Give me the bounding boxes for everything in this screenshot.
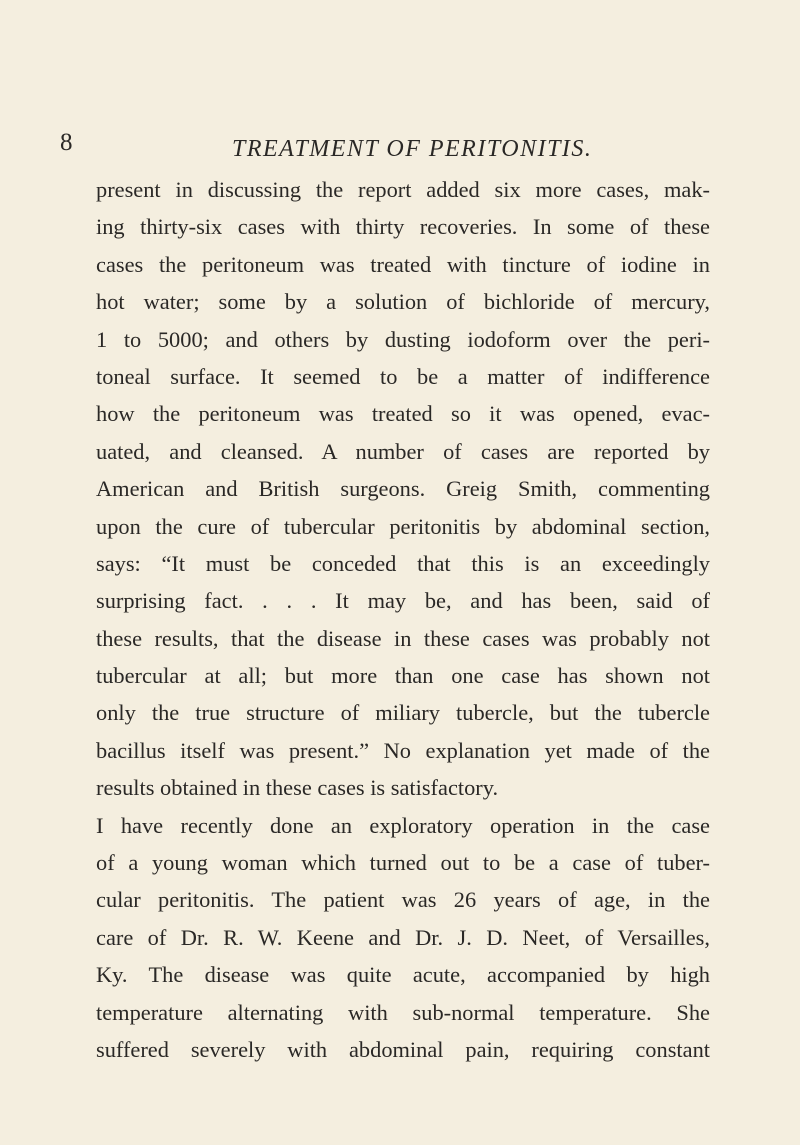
text-line: present in discussing the report added six more cases, mak-: [96, 177, 710, 202]
text-line: care of Dr. R. W. Keene and Dr. J. D. Neet, of Versailles,: [96, 924, 710, 950]
text-line: only the true structure of miliary tubercle, but the tubercle: [96, 700, 710, 726]
text-line: American and British surgeons. Greig Smith, commenting: [96, 476, 710, 502]
running-title: TREATMENT OF PERITONITIS.: [232, 136, 593, 162]
text-line: toneal surface. It seemed to be a matter of indifference: [96, 363, 710, 389]
text-line: results obtained in these cases is satisfactory.: [96, 775, 499, 801]
page-number: 8: [60, 129, 73, 156]
text-line: temperature alternating with sub-normal temperature. She: [96, 999, 710, 1025]
text-line: surprising fact. . . . It may be, and has been, said of: [96, 588, 710, 614]
text-line: how the peritoneum was treated so it was opened, evac-: [96, 401, 710, 427]
body-text: [96, 171, 710, 1068]
text-line: 1 to 5000; and others by dusting iodoform over the peri-: [96, 326, 710, 352]
text-line: bacillus itself was present.” No explanation yet made of the: [96, 737, 710, 763]
text-line: cases the peritoneum was treated with tincture of iodine in: [96, 251, 710, 277]
text-line: uated, and cleansed. A number of cases are reported by: [96, 438, 710, 464]
text-line: hot water; some by a solution of bichloride of mercury,: [96, 289, 710, 315]
text-line: says: “It must be conceded that this is an exceedingly: [96, 550, 710, 576]
text-line: I have recently done an exploratory operation in the case: [96, 812, 710, 838]
text-line: these results, that the disease in these cases was probably not: [96, 625, 710, 651]
text-line: ing thirty-six cases with thirty recoveries. In some of these: [96, 214, 710, 240]
text-line: upon the cure of tubercular peritonitis by abdominal section,: [96, 513, 710, 539]
text-line: tubercular at all; but more than one case has shown not: [96, 663, 710, 689]
text-line: Ky. The disease was quite acute, accompanied by high: [96, 962, 710, 988]
text-line: of a young woman which turned out to be a case of tuber-: [96, 850, 710, 876]
text-line: suffered severely with abdominal pain, requiring constant: [96, 1036, 710, 1062]
text-line: cular peritonitis. The patient was 26 years of age, in the: [96, 887, 710, 913]
